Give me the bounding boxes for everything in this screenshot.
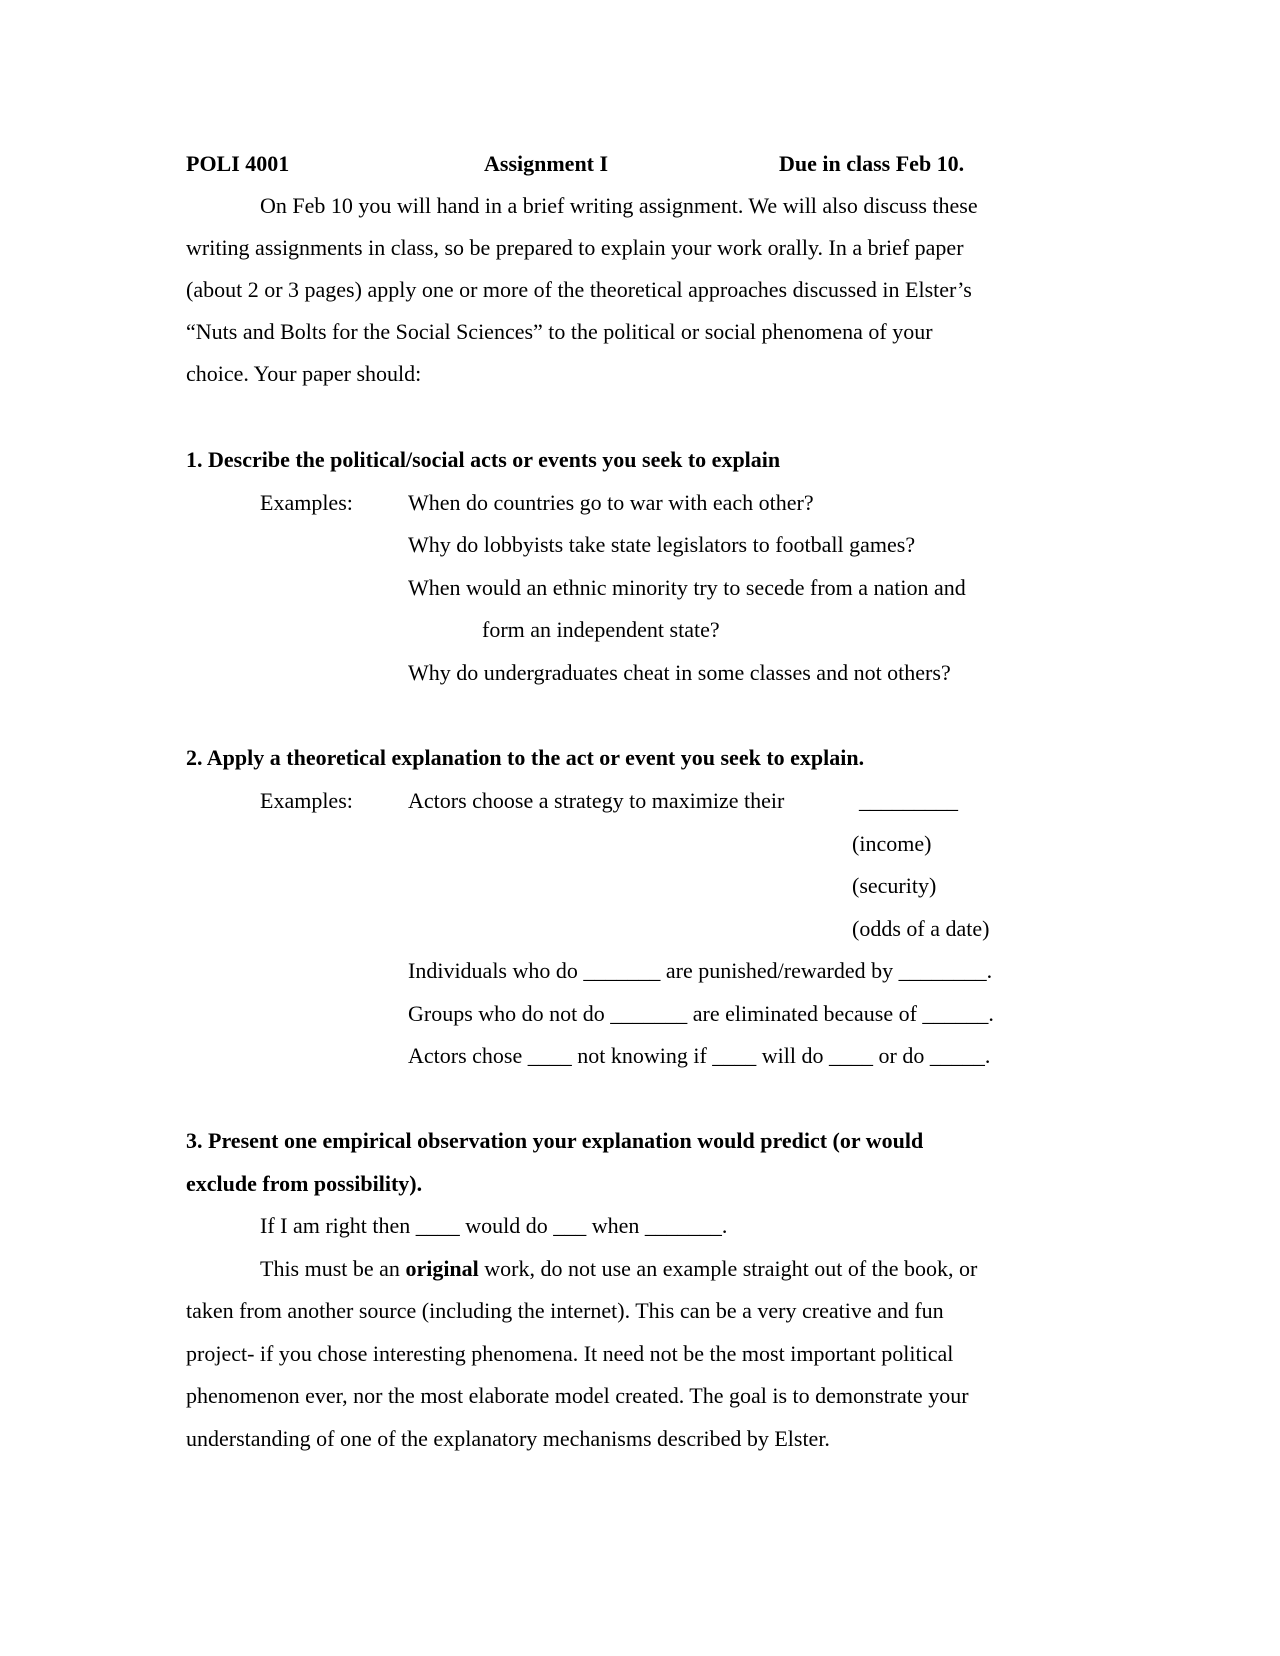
intro-line: (about 2 or 3 pages) apply one or more of the theoretical approaches discussed in Elster’s	[186, 277, 972, 302]
closing-line: project- if you chose interesting phenomena. It need not be the most important political	[186, 1341, 954, 1366]
closing-text: work, do not use an example straight out of the book, or	[478, 1256, 978, 1281]
intro-line: “Nuts and Bolts for the Social Sciences” to the political or social phenomena of your	[186, 319, 933, 344]
closing-line: phenomenon ever, nor the most elaborate model created. The goal is to demonstrate your	[186, 1383, 969, 1408]
maximize-option: (income)	[852, 831, 932, 856]
example-question-continuation: form an independent state?	[482, 617, 720, 642]
intro-line: On Feb 10 you will hand in a brief writing assignment. We will also discuss these	[260, 193, 978, 218]
examples-label: Examples:	[260, 490, 353, 515]
course-code: POLI 4001	[186, 151, 290, 176]
assignment-title: Assignment I	[484, 151, 609, 176]
example-question: Why do undergraduates cheat in some classes and not others?	[408, 660, 951, 685]
template-sentence: Individuals who do _______ are punished/rewarded by ________.	[408, 958, 993, 983]
section-3-heading: 3. Present one empirical observation your explanation would predict (or would	[186, 1128, 924, 1153]
intro-line: choice. Your paper should:	[186, 361, 422, 386]
due-date: Due in class Feb 10.	[779, 151, 965, 176]
closing-line: understanding of one of the explanatory mechanisms described by Elster.	[186, 1426, 830, 1451]
closing-line	[260, 1256, 977, 1282]
intro-line: writing assignments in class, so be prepared to explain your work orally. In a brief paper	[186, 235, 964, 260]
prediction-template: If I am right then ____ would do ___ when _______.	[260, 1213, 728, 1238]
maximize-example: Actors choose a strategy to maximize their	[408, 788, 785, 813]
template-sentence: Groups who do not do _______ are eliminated because of ______.	[408, 1001, 994, 1026]
examples-label: Examples:	[260, 788, 353, 813]
template-sentence: Actors chose ____ not knowing if ____ will do ____ or do _____.	[408, 1043, 991, 1068]
section-2-heading: 2. Apply a theoretical explanation to the act or event you seek to explain.	[186, 745, 865, 770]
closing-line: taken from another source (including the internet). This can be a very creative and fun	[186, 1298, 944, 1323]
maximize-blank: _________	[859, 788, 958, 813]
section-3-heading-continuation: exclude from possibility).	[186, 1171, 423, 1196]
original-emphasis: original	[405, 1256, 479, 1281]
section-1-heading: 1. Describe the political/social acts or events you seek to explain	[186, 447, 781, 472]
example-question: When would an ethnic minority try to secede from a nation and	[408, 575, 966, 600]
example-question: When do countries go to war with each other?	[408, 490, 814, 515]
maximize-option: (security)	[852, 873, 937, 898]
example-question: Why do lobbyists take state legislators to football games?	[408, 532, 916, 557]
closing-text: This must be an	[260, 1256, 406, 1281]
maximize-option: (odds of a date)	[852, 916, 990, 941]
